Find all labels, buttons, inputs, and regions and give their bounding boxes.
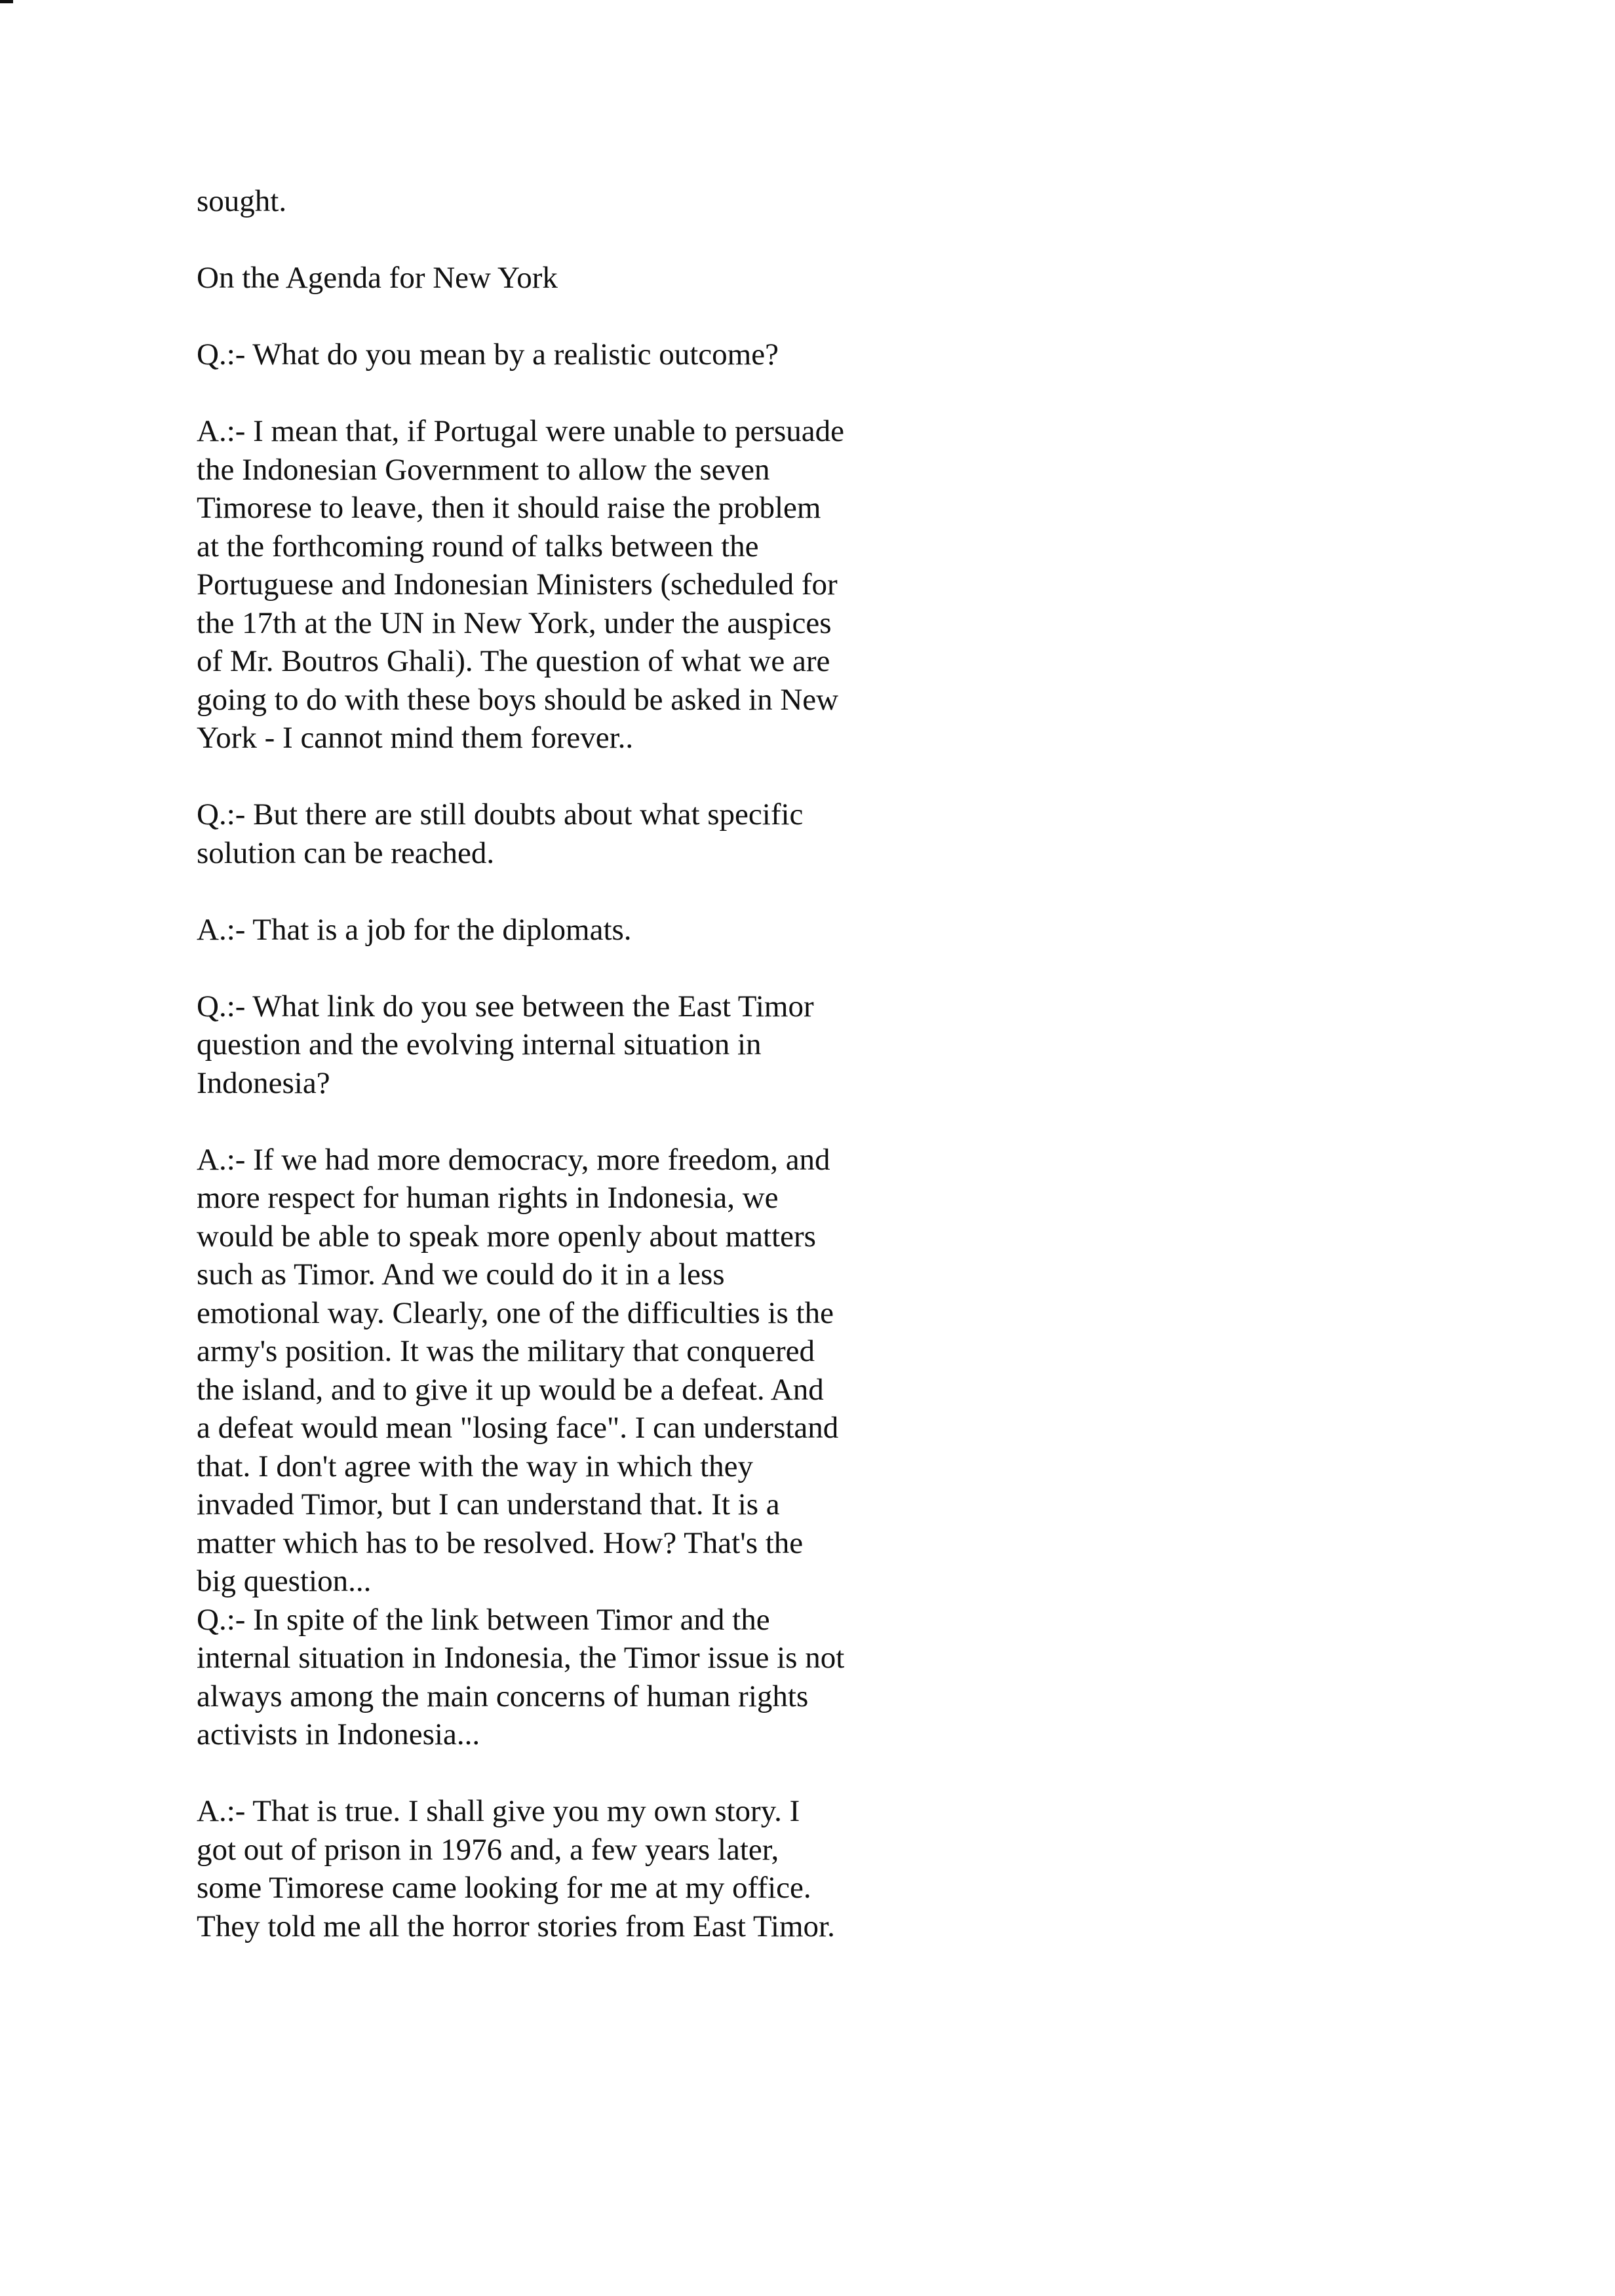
text-line: Q.:- In spite of the link between Timor and the <box>197 1602 770 1637</box>
answer-2 <box>197 911 957 949</box>
text-line: got out of prison in 1976 and, a few years later, <box>197 1832 779 1867</box>
text-line: emotional way. Clearly, one of the difficulties is the <box>197 1295 834 1330</box>
question-1 <box>197 335 957 374</box>
question-2 <box>197 795 957 872</box>
text-line: at the forthcoming round of talks between the <box>197 529 759 564</box>
text-line: Q.:- What do you mean by a realistic outcome? <box>197 337 779 372</box>
text-line: They told me all the horror stories from East Timor. <box>197 1909 835 1943</box>
text-line: big question... <box>197 1564 372 1598</box>
text-line: more respect for human rights in Indonesia, we <box>197 1181 779 1215</box>
heading-line: On the Agenda for New York <box>197 261 558 295</box>
text-line: of Mr. Boutros Ghali). The question of what we are <box>197 644 830 678</box>
text-line: internal situation in Indonesia, the Timor issue is not <box>197 1641 845 1675</box>
paragraph-continuation <box>197 182 957 221</box>
text-line: would be able to speak more openly about matters <box>197 1219 816 1253</box>
text-line: Q.:- What link do you see between the East Timor <box>197 989 814 1024</box>
text-line: Portuguese and Indonesian Ministers (scheduled for <box>197 567 838 602</box>
text-line: that. I don't agree with the way in which they <box>197 1449 754 1483</box>
question-4 <box>197 1601 957 1754</box>
text-line: A.:- I mean that, if Portugal were unable to persuade <box>197 414 844 448</box>
document-body <box>197 182 957 1984</box>
text-line: going to do with these boys should be asked in New <box>197 682 839 717</box>
section-heading <box>197 259 957 297</box>
text-line: Q.:- But there are still doubts about what specific <box>197 797 804 832</box>
text-line: the island, and to give it up would be a defeat. And <box>197 1372 824 1407</box>
text-line: solution can be reached. <box>197 835 495 870</box>
answer-1 <box>197 412 957 757</box>
text-line: A.:- If we had more democracy, more freedom, and <box>197 1142 830 1177</box>
text-line: a defeat would mean "losing face". I can understand <box>197 1411 839 1445</box>
text-line: invaded Timor, but I can understand that. It is a <box>197 1487 780 1521</box>
text-line: always among the main concerns of human rights <box>197 1679 809 1713</box>
scan-artifact <box>0 0 13 3</box>
text-line: activists in Indonesia... <box>197 1717 480 1751</box>
text-line: A.:- That is true. I shall give you my own story. I <box>197 1794 800 1828</box>
text-line: Timorese to leave, then it should raise the problem <box>197 491 821 525</box>
answer-4 <box>197 1792 957 1945</box>
text-line: the 17th at the UN in New York, under the auspices <box>197 605 832 640</box>
text-line: sought. <box>197 184 287 218</box>
answer-3 <box>197 1141 957 1601</box>
text-line: Indonesia? <box>197 1065 330 1100</box>
text-line: York - I cannot mind them forever.. <box>197 721 634 755</box>
text-line: such as Timor. And we could do it in a less <box>197 1257 725 1292</box>
text-line: some Timorese came looking for me at my office. <box>197 1871 811 1905</box>
text-line: army's position. It was the military that conquered <box>197 1334 815 1368</box>
text-line: the Indonesian Government to allow the seven <box>197 452 770 487</box>
text-line: question and the evolving internal situation in <box>197 1027 762 1062</box>
question-3 <box>197 987 957 1103</box>
text-line: matter which has to be resolved. How? That's the <box>197 1525 804 1560</box>
text-line: A.:- That is a job for the diplomats. <box>197 912 632 947</box>
